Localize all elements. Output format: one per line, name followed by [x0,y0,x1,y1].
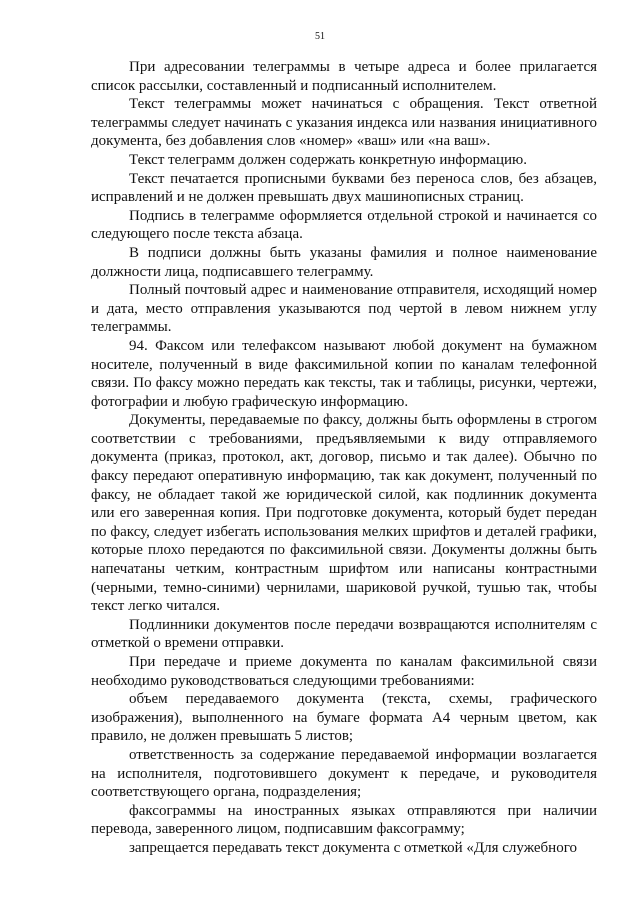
list-item: ответственность за содержание передаваемой информации возлагается на исполнителя, подготовившего документ к передаче, и руководителя соответствующего органа, подразделения; [91,746,597,801]
paragraph: Текст телеграммы может начинаться с обращения. Текст ответной телеграммы следует начинать с указания индекса или названия инициативного документа, без добавления слов «номер» «ваш» или «на ваш». [91,96,597,150]
paragraph: Подлинники документов после передачи возвращаются исполнителям с отметкой о времени отправки. [91,616,597,652]
document-body [91,58,597,858]
paragraph: Текст печатается прописными буквами без переноса слов, без абзацев, исправлений и не должен превышать двух машинописных страниц. [91,170,597,206]
paragraph: Подпись в телеграмме оформляется отдельной строкой и начинается со следующего после текста абзаца. [91,207,597,243]
list-item: запрещается передавать текст документа с отметкой «Для служебного [129,839,577,856]
paragraph: Текст телеграмм должен содержать конкретную информацию. [129,151,527,168]
paragraph: 94. Факсом или телефаксом называют любой документ на бумажном носителе, полученный в виде факсимильной копии по каналам телефонной связи. По факсу можно передать как тексты, так и таблицы, рисунки, чертежи, фотографии и любую графическую информацию. [91,337,597,410]
paragraph: Полный почтовый адрес и наименование отправителя, исходящий номер и дата, место отправления указываются под чертой в левом нижнем углу телеграммы. [91,282,597,336]
paragraph: В подписи должны быть указаны фамилия и полное наименование должности лица, подписавшего телеграмму. [91,244,597,280]
paragraph: При адресовании телеграммы в четыре адреса и более прилагается список рассылки, составленный и подписанный исполнителем. [91,59,597,94]
page-number: 51 [315,31,325,42]
paragraph: Документы, передаваемые по факсу, должны быть оформлены в строгом соответствии с требованиями, предъявляемыми к виду отправляемого документа (приказ, протокол, акт, договор, письмо и так далее). Обычно по факсу передают оперативную информацию, так как документ, полученный по факсу, не обладает такой же юридической силой, как подлинник документа или его заверенная копия. При подготовке документа, который будет передан по факсу, следует избегать использования мелких шрифтов и деталей графики, которые плохо передаются по факсимильной связи. Документы должны быть напечатаны четким, контрастным шрифтом или написаны контрастными (черными, темно-синими) чернилами, шариковой ручкой, тушью так, чтобы текст легко читался. [91,412,597,615]
list-item: объем передаваемого документа (текста, схемы, графического изображения), выполненного на бумаге формата А4 черным цветом, как правило, не должен превышать 5 листов; [91,691,597,745]
paragraph: При передаче и приеме документа по каналам факсимильной связи необходимо руководствоваться следующими требованиями: [91,654,597,689]
list-item: факсограммы на иностранных языках отправляются при наличии перевода, заверенного лицом, подписавшим факсограмму; [91,802,597,838]
